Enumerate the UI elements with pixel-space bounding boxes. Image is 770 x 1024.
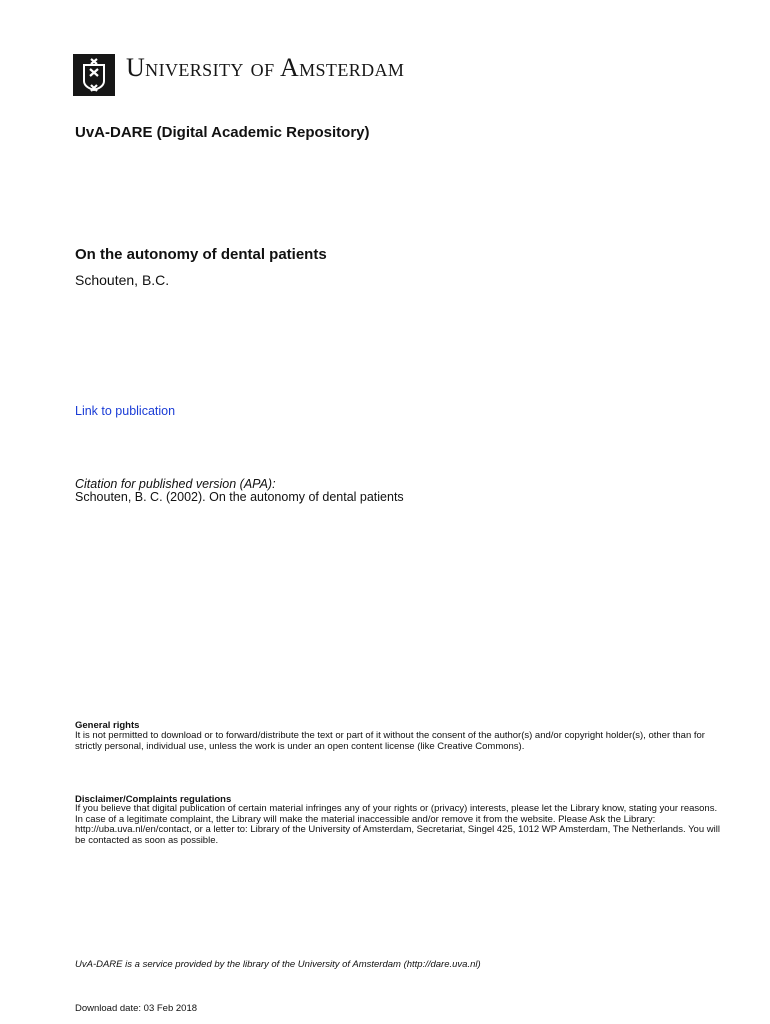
link-to-publication[interactable]: Link to publication	[75, 404, 176, 418]
disclaimer-text: If you believe that digital publication of certain material infringes any of your rights or (privacy) interests, please let the Library know, stating your reasons. In case of a legitimate complaint, the Library will make the material inaccessible and/or remove it from the website. Please Ask the Library: http://uba.uva.nl/en/contact, or a letter to: Library of the University of Amsterdam, Secretariat, Singel 425, 1012 WP Amsterdam, The Netherlands. You will be contacted as soon as possible.	[75, 803, 720, 846]
citation-text: Schouten, B. C. (2002). On the autonomy of dental patients	[75, 490, 404, 504]
crest-icon	[73, 54, 115, 96]
disclaimer-heading: Disclaimer/Complaints regulations	[75, 794, 232, 805]
document-title: On the autonomy of dental patients	[75, 246, 327, 263]
repository-title: UvA-DARE (Digital Academic Repository)	[75, 124, 370, 141]
service-note: UvA-DARE is a service provided by the library of the University of Amsterdam (http://dare.uva.nl)	[75, 959, 481, 970]
university-crest-logo	[73, 54, 115, 96]
general-rights-heading: General rights	[75, 720, 140, 731]
citation-label: Citation for published version (APA):	[75, 477, 276, 491]
download-date: Download date: 03 Feb 2018	[75, 1003, 198, 1014]
document-author: Schouten, B.C.	[75, 272, 170, 288]
university-wordmark: University of Amsterdam	[126, 53, 405, 82]
general-rights-text: It is not permitted to download or to forward/distribute the text or part of it without the consent of the author(s) and/or copyright holder(s), other than for strictly personal, individual use, unless the work is under an open content license (like Creative Commons).	[75, 730, 705, 752]
